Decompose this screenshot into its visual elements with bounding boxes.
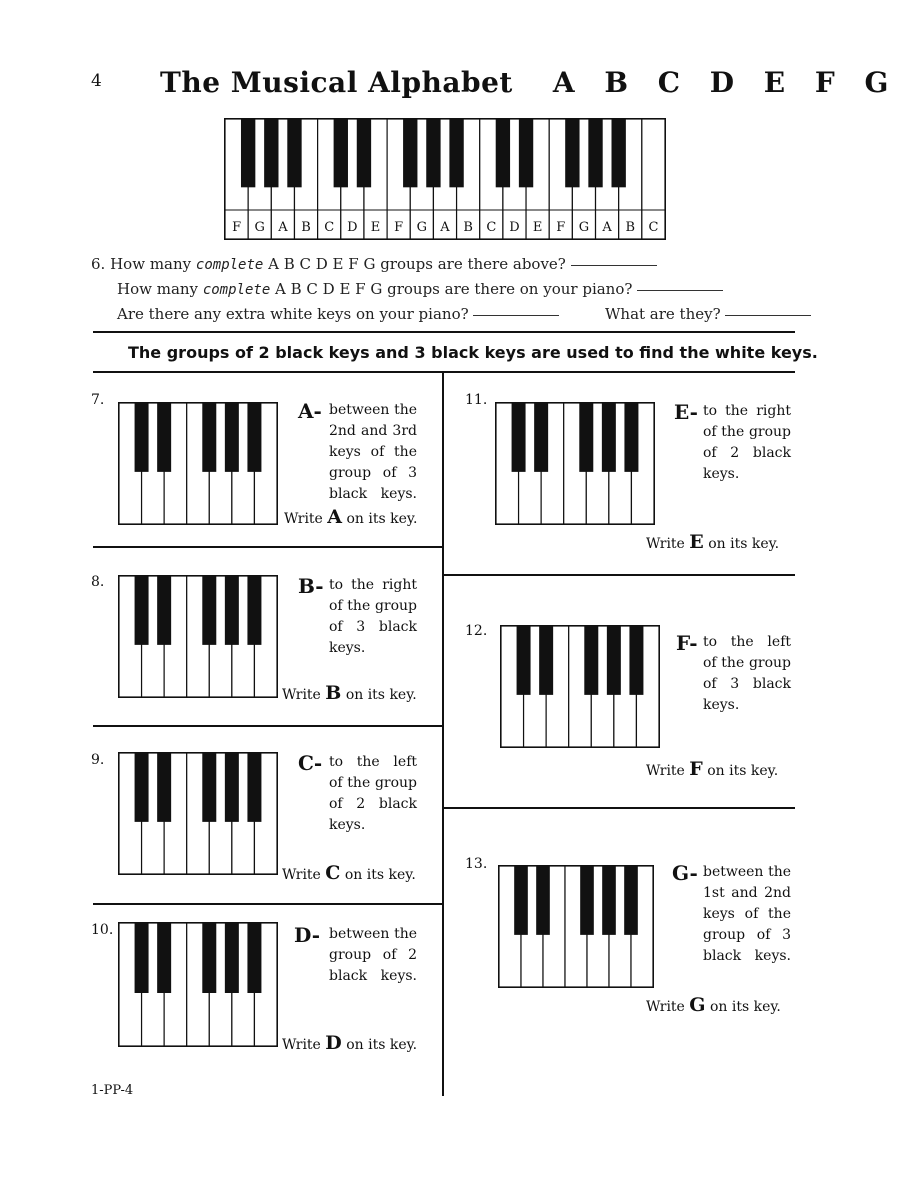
- black-key[interactable]: [539, 626, 553, 695]
- q6-text: Are there any extra white keys on your piano?: [117, 305, 469, 323]
- black-key[interactable]: [202, 753, 216, 822]
- black-key[interactable]: [225, 753, 239, 822]
- black-key[interactable]: [519, 119, 533, 187]
- key-letter: D-: [294, 923, 321, 947]
- mini-keyboard-10: [118, 922, 278, 1047]
- black-key[interactable]: [449, 119, 463, 187]
- exercise-description: between the 2nd and 3rd keys of the group of 3 black keys.: [329, 402, 417, 502]
- divider: [93, 546, 443, 548]
- column-divider: [442, 371, 444, 1096]
- black-key[interactable]: [157, 923, 171, 993]
- divider: [93, 331, 795, 333]
- write-instruction: Write F on its key.: [646, 758, 779, 780]
- instruction-banner: The groups of 2 black keys and 3 black keys are used to find the white keys.: [128, 343, 818, 362]
- black-key[interactable]: [135, 753, 149, 822]
- write-instruction: Write D on its key.: [282, 1032, 418, 1054]
- black-key[interactable]: [624, 866, 638, 935]
- black-key[interactable]: [264, 119, 278, 187]
- divider: [443, 574, 795, 576]
- answer-blank[interactable]: [637, 290, 723, 291]
- key-label: B: [463, 220, 473, 235]
- key-label: A: [278, 220, 288, 235]
- key-label: C: [486, 220, 497, 235]
- black-key[interactable]: [514, 866, 528, 935]
- divider: [443, 807, 795, 809]
- write-instruction: Write E on its key.: [646, 531, 780, 553]
- write-instruction: Write G on its key.: [646, 994, 781, 1016]
- exercise-description: between the group of 2 black keys.: [329, 926, 417, 984]
- page-title: [160, 66, 898, 99]
- mini-keyboard-9: [118, 752, 278, 875]
- q6-text: What are they?: [604, 305, 721, 323]
- question-6-line-3: [117, 305, 811, 323]
- exercise-number: 13.: [465, 856, 488, 872]
- black-key[interactable]: [225, 576, 239, 645]
- black-key[interactable]: [287, 119, 301, 187]
- write-instruction: Write C on its key.: [282, 862, 416, 884]
- black-key[interactable]: [588, 119, 602, 187]
- exercise-number: 9.: [91, 752, 105, 768]
- black-key[interactable]: [357, 119, 371, 187]
- question-6-line-1: [91, 255, 657, 273]
- key-label: D: [509, 220, 520, 235]
- mini-keyboard-8: [118, 575, 278, 698]
- key-label: G: [254, 220, 265, 235]
- black-key[interactable]: [426, 119, 440, 187]
- exercise-description: between the 1st and 2nd keys of the group of 3 black keys.: [703, 864, 791, 964]
- q6-text: A B C D E F G groups are there above?: [268, 255, 566, 273]
- exercise-description: to the right of the group of 2 black keys.: [703, 403, 791, 482]
- mini-keyboard-7: [118, 402, 278, 525]
- exercise-description: to the left of the group of 3 black keys.: [703, 634, 791, 713]
- key-label: A: [440, 220, 450, 235]
- black-key[interactable]: [157, 753, 171, 822]
- q6-text: How many: [117, 280, 199, 298]
- divider: [93, 725, 443, 727]
- key-label: F: [232, 220, 242, 235]
- exercise-number: 11.: [465, 392, 488, 408]
- main-keyboard: [224, 118, 666, 244]
- write-instruction: Write A on its key.: [284, 506, 418, 528]
- black-key[interactable]: [135, 576, 149, 645]
- q6-text: A B C D E F G groups are there on your piano?: [275, 280, 633, 298]
- key-label: G: [416, 220, 428, 235]
- mini-keyboard-13: [498, 865, 654, 988]
- key-letter: B-: [298, 574, 324, 598]
- black-key[interactable]: [241, 119, 255, 187]
- black-key[interactable]: [202, 403, 216, 472]
- key-label: D: [347, 220, 358, 235]
- key-label: E: [370, 220, 381, 235]
- key-letter: C-: [298, 751, 323, 775]
- exercise-number: 10.: [91, 922, 114, 938]
- black-key[interactable]: [135, 923, 149, 993]
- page-number: 4: [91, 71, 102, 91]
- key-label: A: [602, 220, 612, 235]
- main-keyboard-svg: [224, 118, 666, 240]
- answer-blank[interactable]: [571, 265, 657, 266]
- question-6-number: 6.: [91, 255, 106, 273]
- write-instruction: Write B on its key.: [282, 682, 417, 704]
- mini-keyboard-12: [500, 625, 660, 748]
- divider: [93, 371, 795, 373]
- key-label: B: [625, 220, 636, 235]
- black-key[interactable]: [225, 403, 239, 472]
- exercise-number: 12.: [465, 623, 488, 639]
- black-key[interactable]: [157, 403, 171, 472]
- key-letter: F-: [676, 631, 698, 655]
- black-key[interactable]: [135, 403, 149, 472]
- key-label: C: [648, 220, 659, 235]
- black-key[interactable]: [584, 626, 598, 695]
- black-key[interactable]: [247, 576, 261, 645]
- key-letter: E-: [674, 400, 698, 424]
- black-key[interactable]: [334, 119, 348, 187]
- black-key[interactable]: [202, 923, 216, 993]
- black-key[interactable]: [157, 576, 171, 645]
- black-key[interactable]: [496, 119, 510, 187]
- black-key[interactable]: [247, 753, 261, 822]
- footer-code: 1-PP-4: [91, 1083, 134, 1098]
- black-key[interactable]: [517, 626, 531, 695]
- answer-blank[interactable]: [473, 315, 559, 316]
- key-letter: A-: [298, 399, 322, 423]
- black-key[interactable]: [624, 403, 638, 472]
- key-label: G: [578, 220, 590, 235]
- black-key[interactable]: [612, 119, 626, 187]
- black-key[interactable]: [607, 626, 621, 695]
- black-key[interactable]: [202, 576, 216, 645]
- black-key[interactable]: [225, 923, 239, 993]
- black-key[interactable]: [536, 866, 550, 935]
- q6-emphasis: complete: [195, 257, 264, 273]
- q6-emphasis: complete: [202, 282, 271, 298]
- title-letters: A B C D E F G: [552, 66, 899, 99]
- answer-blank[interactable]: [725, 315, 811, 316]
- key-label: F: [394, 220, 404, 235]
- title-text: The Musical Alphabet: [160, 66, 513, 99]
- black-key[interactable]: [565, 119, 579, 187]
- black-key[interactable]: [579, 403, 593, 472]
- exercise-number: 8.: [91, 574, 105, 590]
- key-label: E: [532, 220, 543, 235]
- black-key[interactable]: [247, 403, 261, 472]
- black-key[interactable]: [247, 923, 261, 993]
- key-label: F: [556, 220, 566, 235]
- black-key[interactable]: [602, 403, 616, 472]
- black-key[interactable]: [629, 626, 643, 695]
- exercise-description: to the left of the group of 2 black keys.: [329, 754, 417, 833]
- q6-text: How many: [110, 255, 192, 273]
- mini-keyboard-11: [495, 402, 655, 525]
- black-key[interactable]: [512, 403, 526, 472]
- exercise-description: to the right of the group of 3 black keys.: [329, 577, 417, 656]
- black-key[interactable]: [534, 403, 548, 472]
- black-key[interactable]: [602, 866, 616, 935]
- divider: [93, 903, 443, 905]
- key-letter: G-: [672, 861, 698, 885]
- question-6-line-2: [117, 280, 723, 298]
- exercise-number: 7.: [91, 392, 105, 408]
- black-key[interactable]: [403, 119, 417, 187]
- black-key[interactable]: [580, 866, 594, 935]
- key-label: B: [301, 220, 311, 235]
- key-label: C: [324, 220, 335, 235]
